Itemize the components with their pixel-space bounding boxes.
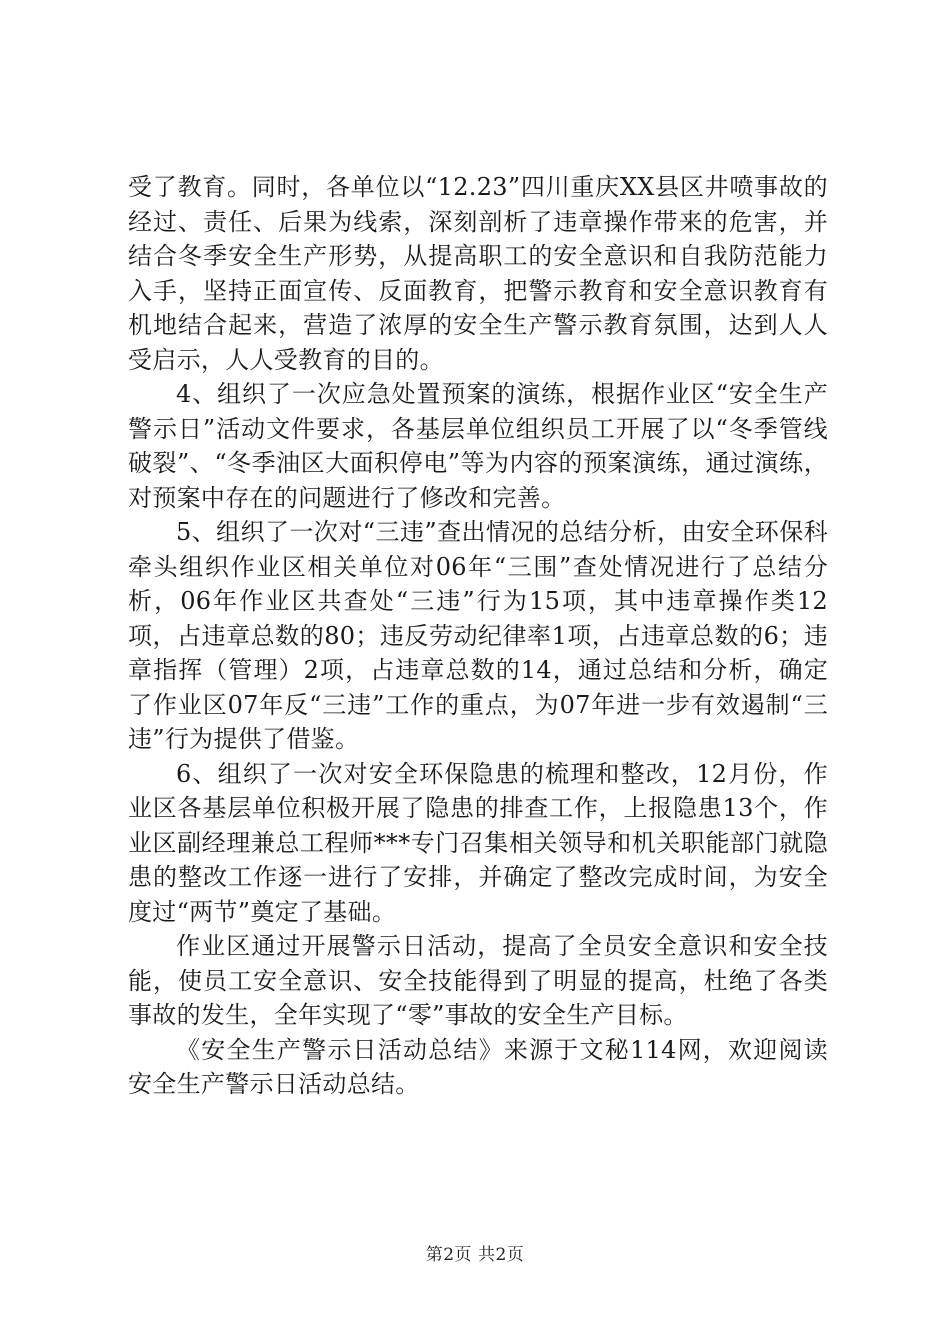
page-indicator: 第2页 共2页 (425, 1245, 525, 1265)
document-body (128, 170, 828, 1102)
paragraph-6: 《安全生产警示日活动总结》来源于文秘114网，欢迎阅读安全生产警示日活动总结。 (128, 1035, 828, 1098)
paragraph-1: 受了教育。同时，各单位以“12.23”四川重庆XX县区井喷事故的经过、责任、后果为线索，深刻剖析了违章操作带来的危害，并结合冬季安全生产形势，从提高职工的安全意识和自我防范能力入手，坚持正面宣传、反面教育，把警示教育和安全意识教育有机地结合起来，营造了浓厚的安全生产警示教育氛围，达到人人受启示，人人受教育的目的。 (128, 173, 828, 374)
paragraph-4: 6、组织了一次对安全环保隐患的梳理和整改，12月份，作业区各基层单位积极开展了隐患的排查工作，上报隐患13个，作业区副经理兼总工程师***专门召集相关领导和机关职能部门就隐患的整改工作逐一进行了安排，并确定了整改完成时间，为安全度过“两节”奠定了基础。 (128, 759, 828, 926)
page-footer (0, 1240, 950, 1265)
paragraph-3: 5、组织了一次对“三违”查出情况的总结分析，由安全环保科牵头组织作业区相关单位对06年“三围”查处情况进行了总结分析，06年作业区共查处“三违”行为15项，其中违章操作类12项，占违章总数的80；违反劳动纪律率1项，占违章总数的6；违章指挥（管理）2项，占违章总数的14，通过总结和分析，确定了作业区07年反“三违”工作的重点，为07年进一步有效遏制“三违”行为提供了借鉴。 (128, 518, 828, 753)
paragraph-5: 作业区通过开展警示日活动，提高了全员安全意识和安全技能，使员工安全意识、安全技能得到了明显的提高，杜绝了各类事故的发生，全年实现了“零”事故的安全生产目标。 (128, 932, 828, 1029)
paragraph-2: 4、组织了一次应急处置预案的演练，根据作业区“安全生产警示日”活动文件要求，各基层单位组织员工开展了以“冬季管线破裂”、“冬季油区大面积停电”等为内容的预案演练，通过演练，对预案中存在的问题进行了修改和完善。 (128, 380, 828, 512)
